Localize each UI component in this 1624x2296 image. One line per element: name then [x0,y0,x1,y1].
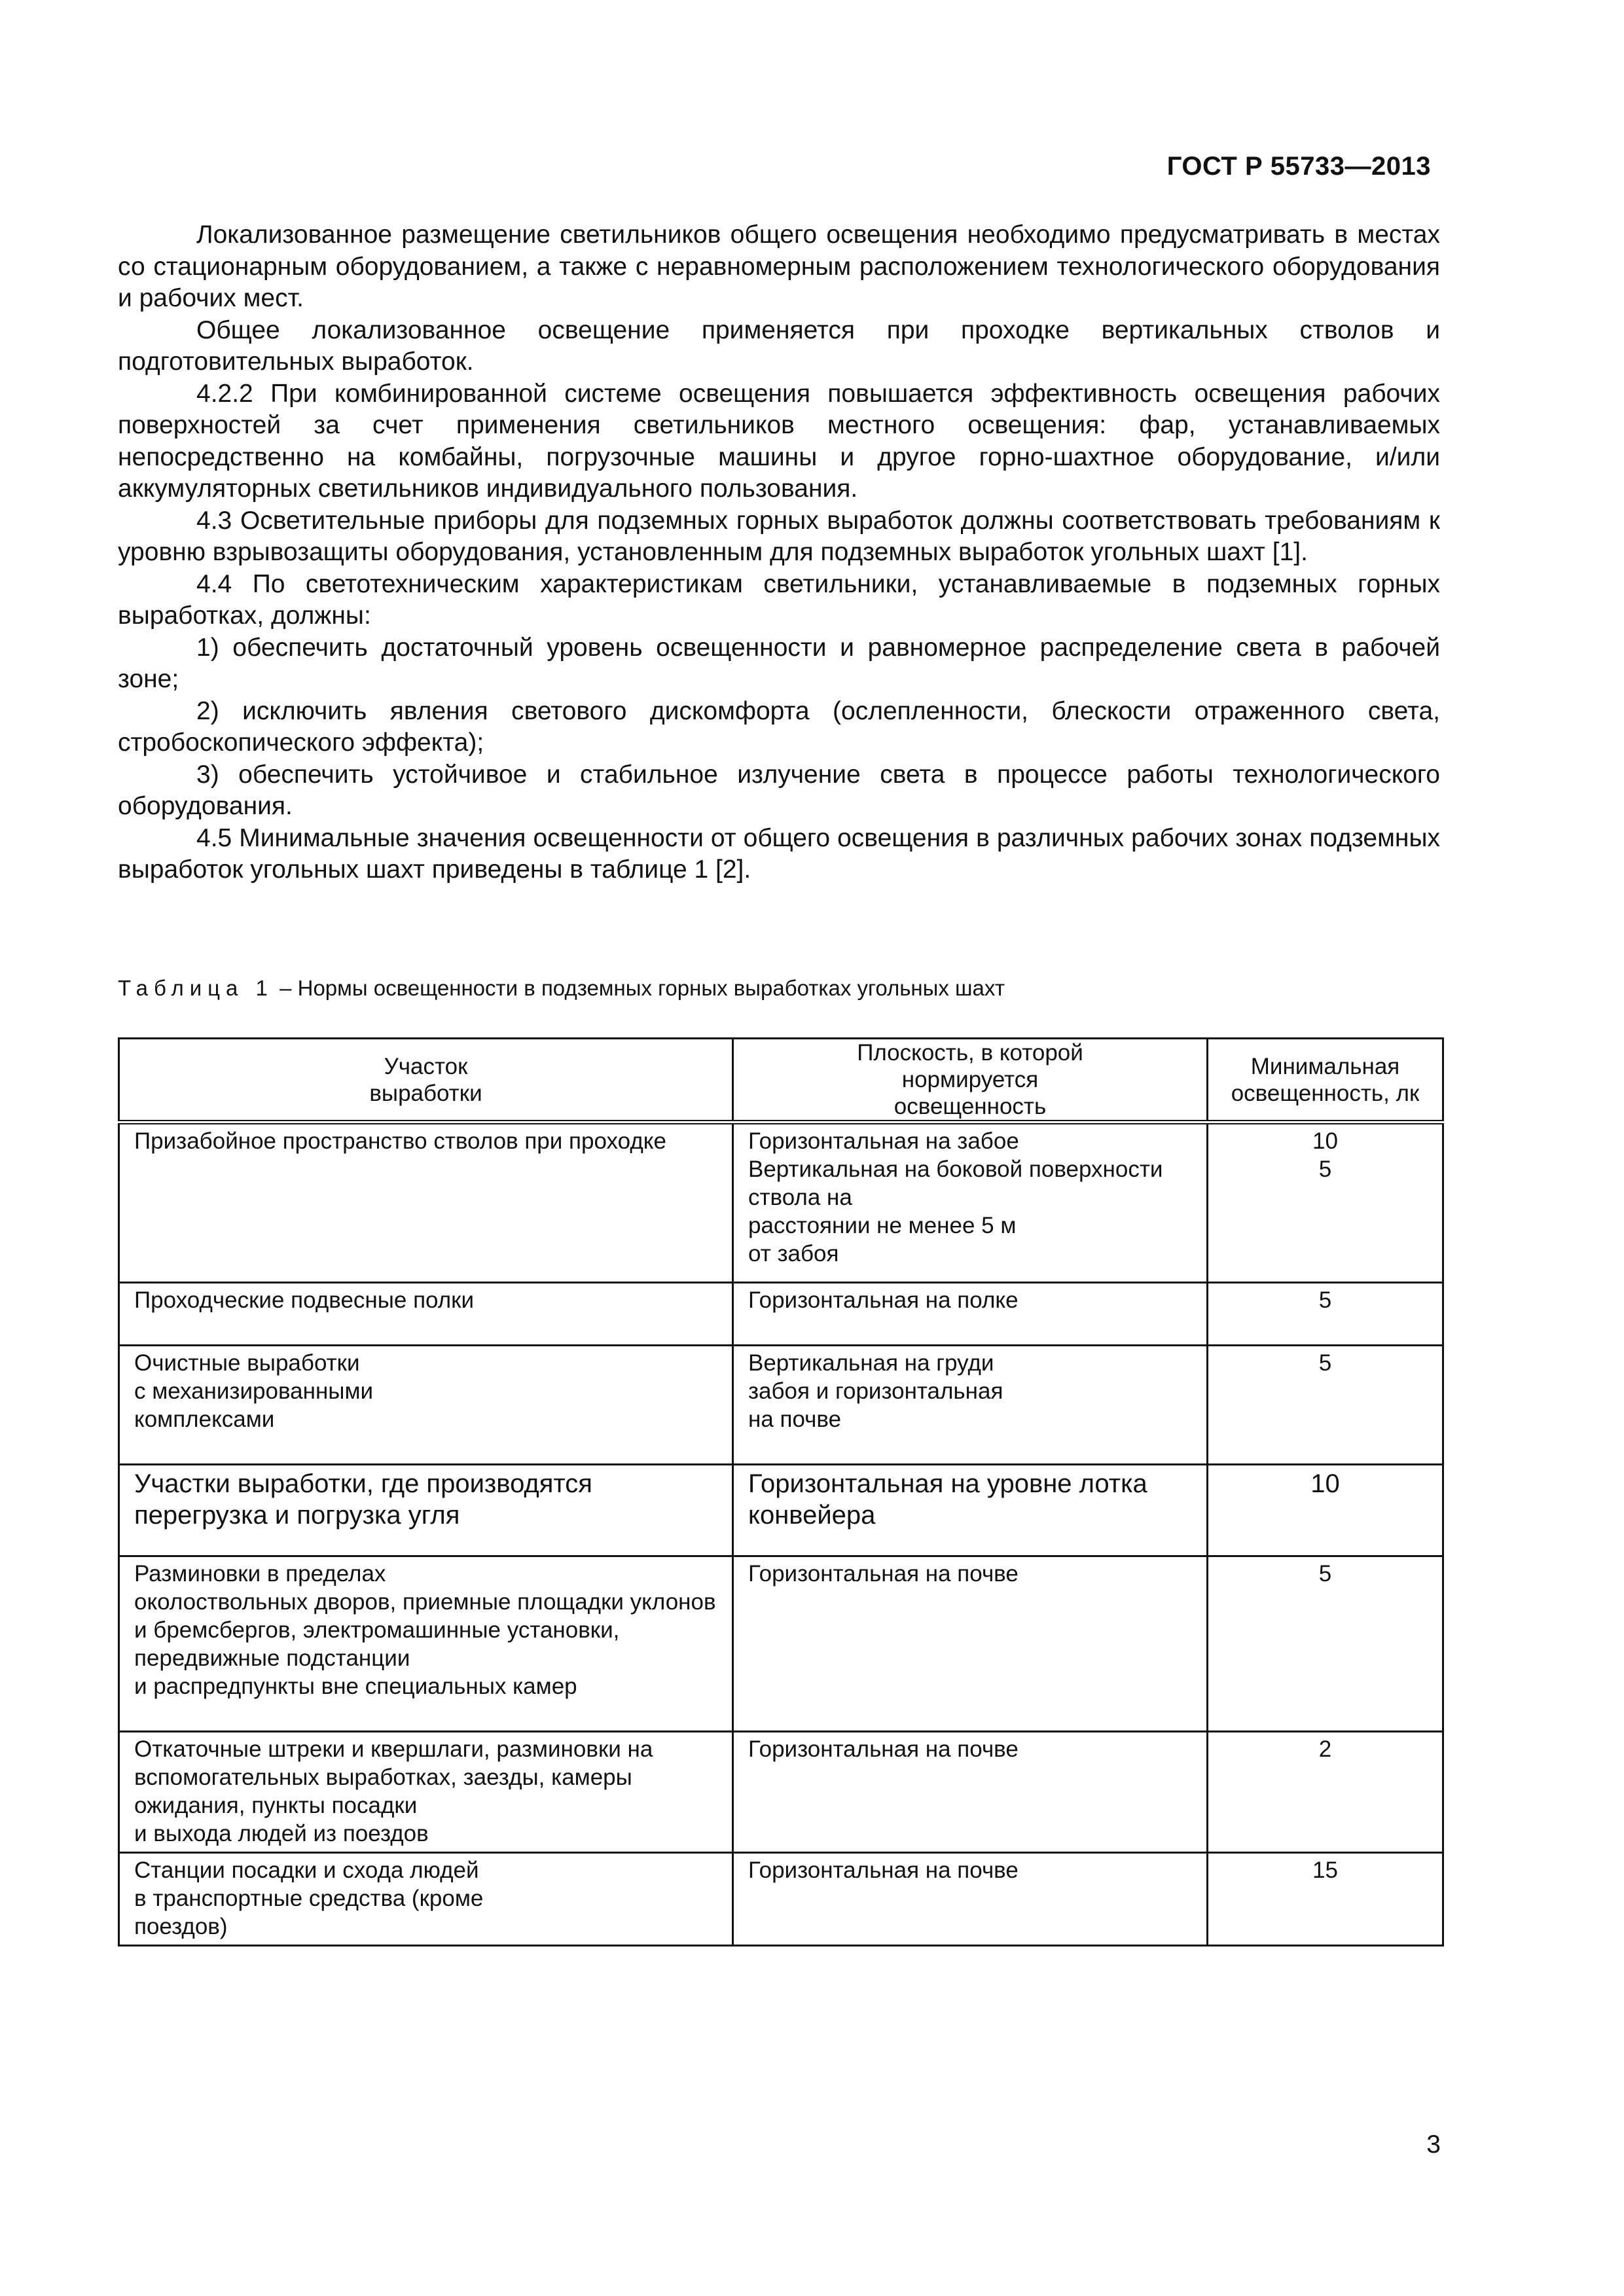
table-row [119,1283,1443,1346]
paragraph: Общее локализованное освещение применяется при проходке вертикальных стволов и подготовительных выработок. [118,315,1440,376]
paragraph: 4.3 Осветительные приборы для подземных горных выработок должны соответствовать требованиям к уровню взрывозащиты оборудования, установленным для подземных выработок угольных шахт [1]. [118,506,1440,566]
cell-plane: Горизонтальная на уровне лотка конвейера [733,1465,1208,1556]
cell-area: Призабойное пространство стволов при проходке [119,1122,733,1283]
table-row [119,1556,1443,1732]
paragraph: 1) обеспечить достаточный уровень освещенности и равномерное распределение света в рабочей зоне; [118,633,1440,693]
header-plane: Плоскость, в которой нормируется освещенность [733,1039,1208,1122]
table-caption-text: – Нормы освещенности в подземных горных выработках угольных шахт [273,976,1005,1000]
cell-area: Станции посадки и схода людей в транспортные средства (кроме поездов) [119,1853,733,1946]
paragraph: Локализованное размещение светильников общего освещения необходимо предусматривать в местах со стационарным оборудованием, а также с неравномерным расположением технологического оборудования и рабочих мест. [118,221,1440,312]
cell-lux: 5 [1208,1283,1443,1346]
cell-lux: 15 [1208,1853,1443,1946]
illumination-norms-table [118,1037,1444,1946]
page-number: 3 [1426,2130,1441,2159]
cell-lux: 2 [1208,1732,1443,1853]
paragraph: 4.2.2 При комбинированной системе освещения повышается эффективность освещения рабочих поверхностей за счет применения светильников местного освещения: фар, устанавливаемых непосредственно на комбайны, погрузочные машины и другое горно-шахтное оборудование, и/или аккумуляторных светильников индивидуального пользования. [118,379,1440,503]
paragraph: 3) обеспечить устойчивое и стабильное излучение света в процессе работы технологического оборудования. [118,760,1440,820]
cell-plane: Горизонтальная на забое Вертикальная на боковой поверхности ствола на расстоянии не менее 5 м от забоя [733,1122,1208,1283]
cell-plane: Горизонтальная на почве [733,1556,1208,1732]
table-row [119,1346,1443,1465]
header-min-lux: Минимальная освещенность, лк [1208,1039,1443,1122]
table-row [119,1465,1443,1556]
paragraph: 4.4 По светотехническим характеристикам светильники, устанавливаемые в подземных горных выработках, должны: [118,569,1440,630]
cell-plane: Горизонтальная на почве [733,1732,1208,1853]
cell-area: Откаточные штреки и квершлаги, разминовки на вспомогательных выработках, заезды, камеры ожидания, пункты посадки и выхода людей из поездов [119,1732,733,1853]
header-area: Участок выработки [119,1039,733,1122]
cell-area: Проходческие подвесные полки [119,1283,733,1346]
cell-plane: Вертикальная на груди забоя и горизонтальная на почве [733,1346,1208,1465]
paragraph: 4.5 Минимальные значения освещенности от общего освещения в различных рабочих зонах подземных выработок угольных шахт приведены в таблице 1 [2]. [118,823,1440,884]
cell-plane: Горизонтальная на полке [733,1283,1208,1346]
table-header-row [119,1039,1443,1122]
cell-lux: 5 [1208,1556,1443,1732]
cell-plane: Горизонтальная на почве [733,1853,1208,1946]
table-caption-label: Таблица 1 [118,976,274,1000]
table-caption [118,975,1005,1001]
cell-area: Разминовки в пределах околоствольных дворов, приемные площадки уклонов и бремсбергов, электромашинные установки, передвижные подстанции и распредпункты вне специальных камер [119,1556,733,1732]
table-row [119,1122,1443,1283]
cell-area: Участки выработки, где производятся перегрузка и погрузка угля [119,1465,733,1556]
paragraph: 2) исключить явления светового дискомфорта (ослепленности, блескости отраженного света, стробоскопического эффекта); [118,696,1440,757]
document-id-header: ГОСТ Р 55733—2013 [1166,152,1431,181]
cell-lux: 5 [1208,1346,1443,1465]
table-row [119,1732,1443,1853]
cell-area: Очистные выработки с механизированными комплексами [119,1346,733,1465]
cell-lux: 10 5 [1208,1122,1443,1283]
table-row [119,1853,1443,1946]
cell-lux: 10 [1208,1465,1443,1556]
body-text [118,219,1440,886]
